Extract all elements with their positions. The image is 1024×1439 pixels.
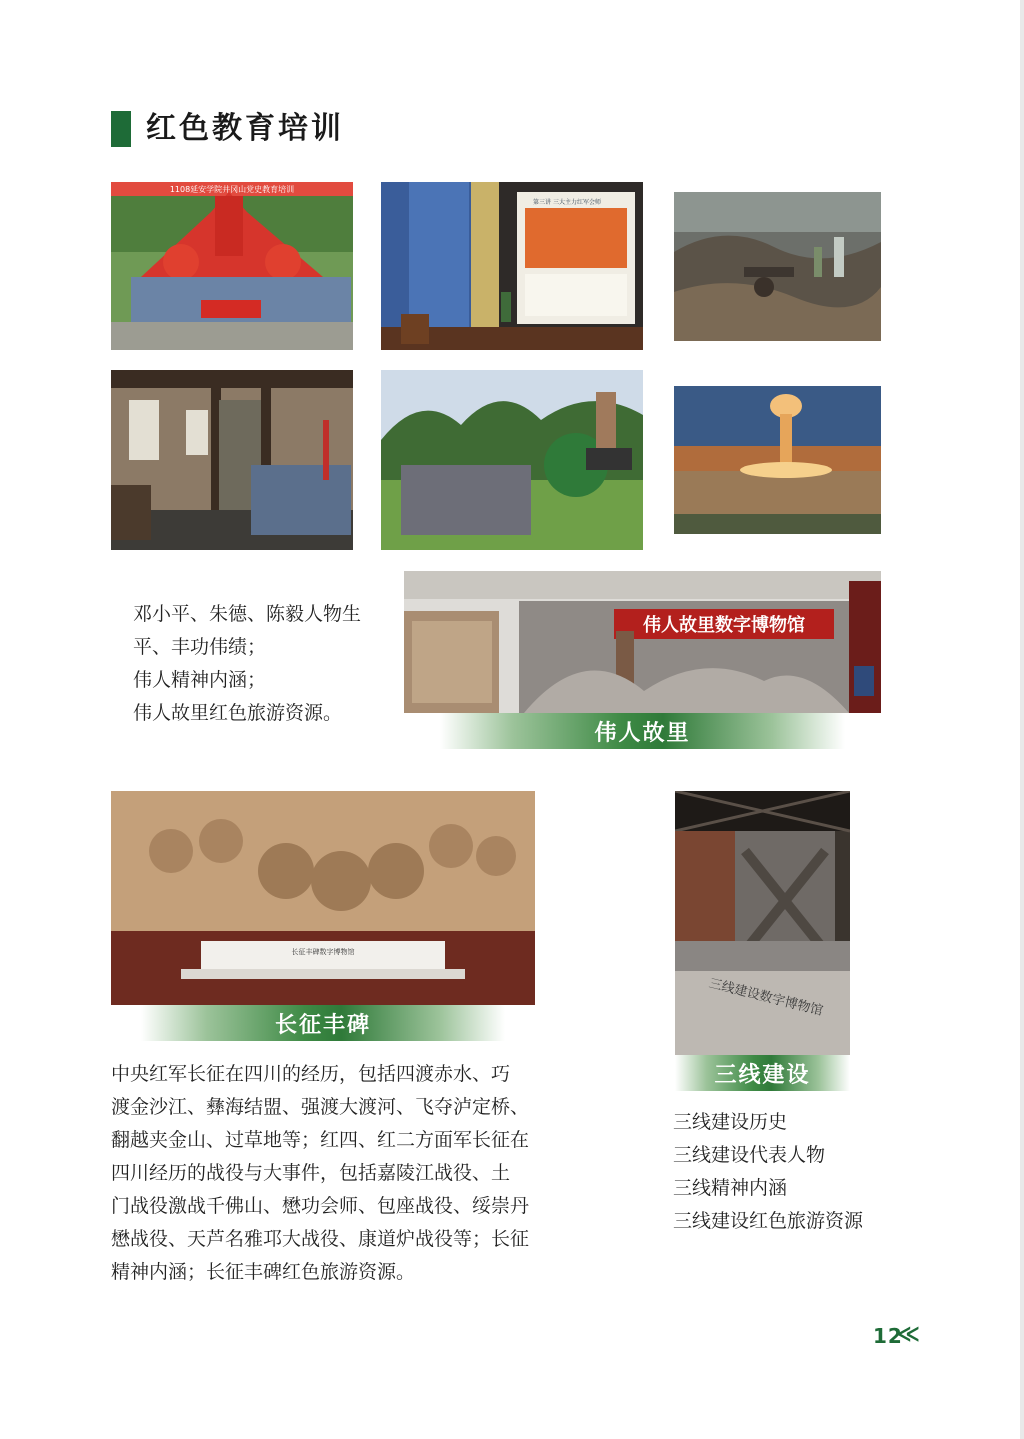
weiren-text [133, 598, 373, 730]
changzheng-line: 门战役激战千佛山、懋功会师、包座战役、绥崇丹 [111, 1195, 530, 1217]
sanxian-sign: 三线建设数字博物馆 [707, 976, 825, 1020]
sanxian-line: 三线建设历史 [673, 1111, 788, 1133]
sanxian-text [673, 1106, 973, 1238]
sanxian-line: 三线建设红色旅游资源 [673, 1210, 864, 1232]
chevron-left-icon: ≪ [897, 1322, 921, 1347]
photo-statue-park [381, 370, 643, 550]
changzheng-line: 四川经历的战役与大事件，包括嘉陵江战役、土 [111, 1162, 511, 1184]
changzheng-caption-band [141, 1005, 505, 1041]
photo-battle-diorama [674, 192, 881, 341]
weiren-caption: 伟人故里 [594, 720, 691, 746]
changzheng-line: 懋战役、天芦名雅邛大战役、康道炉战役等；长征 [111, 1228, 530, 1250]
sanxian-line: 三线精神内涵 [673, 1177, 788, 1199]
weiren-line: 平、丰功伟绩； [133, 636, 267, 658]
longmarch-plaque: 长征丰碑数字博物馆 [291, 948, 355, 956]
changzheng-line: 精神内涵；长征丰碑红色旅游资源。 [111, 1261, 416, 1283]
changzheng-line: 翻越夹金山、过草地等；红四、红二方面军长征在 [111, 1129, 530, 1151]
changzheng-line: 中央红军长征在四川的经历，包括四渡赤水、巧 [111, 1063, 511, 1085]
sanxian-caption-band [675, 1055, 850, 1091]
page-edge [1020, 0, 1024, 1439]
photo-lecture-hall [381, 182, 643, 350]
photo-longmarch-relief [111, 791, 535, 1005]
changzheng-line: 渡金沙江、彝海结盟、强渡大渡河、飞夺泸定桥、 [111, 1096, 530, 1118]
photo-banner-text: 1108延安学院井冈山党史教育培训 [169, 185, 295, 194]
section-title: 红色教育培训 [146, 111, 344, 146]
sanxian-line: 三线建设代表人物 [673, 1144, 826, 1166]
photo-weiren-museum [404, 571, 881, 713]
weiren-line: 伟人精神内涵； [133, 669, 267, 691]
sanxian-caption: 三线建设 [714, 1062, 811, 1088]
photo-jinggangshan-group [111, 182, 353, 350]
page-number: 12 [873, 1324, 903, 1348]
weiren-line: 邓小平、朱德、陈毅人物生 [133, 603, 362, 625]
photo-sanxian-museum [675, 791, 850, 1055]
weiren-line: 伟人故里红色旅游资源。 [133, 702, 343, 724]
slide-title: 第三讲 三大主力红军会师 [533, 199, 601, 206]
museum-sign: 伟人故里数字博物馆 [643, 615, 805, 636]
photo-nuclear-test [674, 386, 881, 534]
weiren-caption-band [440, 713, 845, 749]
changzheng-text [111, 1058, 551, 1289]
changzheng-caption: 长征丰碑 [274, 1012, 371, 1038]
title-accent-bar [111, 111, 131, 147]
photo-historic-hall [111, 370, 353, 550]
